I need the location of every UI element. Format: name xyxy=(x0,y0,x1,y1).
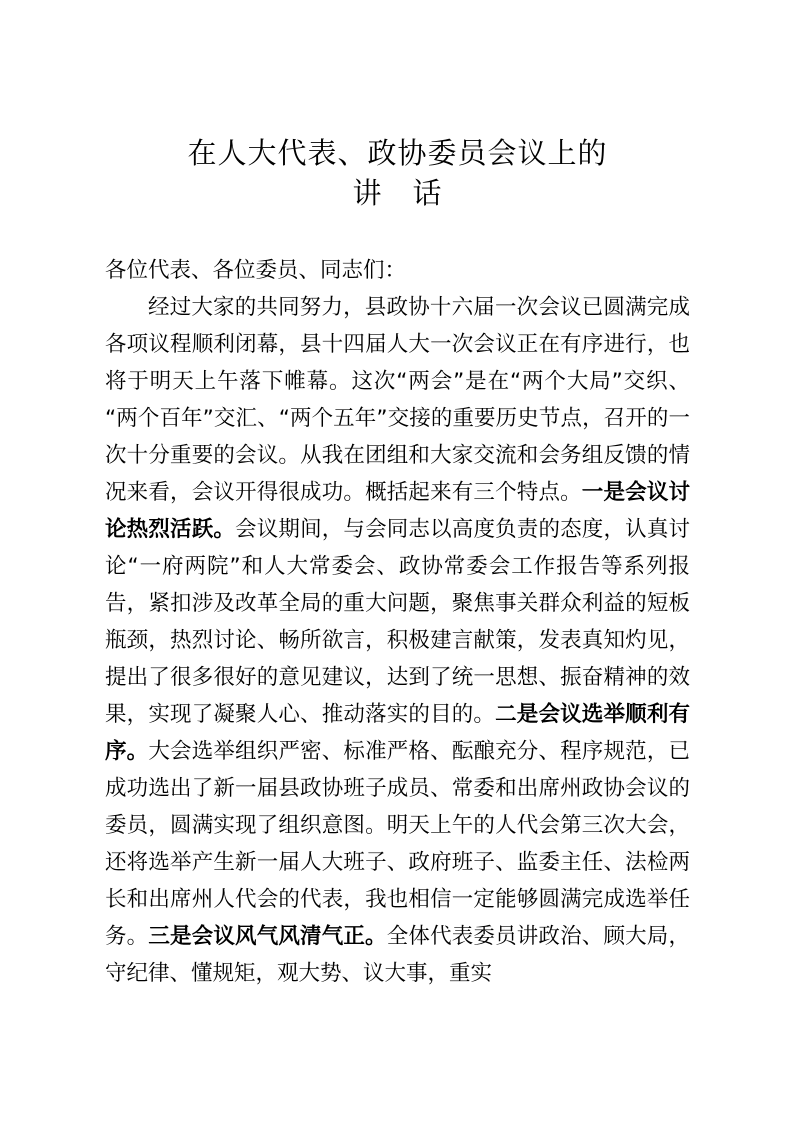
document-body xyxy=(105,252,690,992)
text-run: 会议期间，与会同志以高度负责的态度，认真讨论“一府两院”和人大常委会、政协常委会工作报告等系列报告，紧扣涉及改革全局的重大问题，聚焦事关群众利益的短板瓶颈，热烈讨论、畅所欲言，积极建言献策，发表真知灼见，提出了很多很好的意见建议，达到了统一思想、振奋精神的效果，实现了凝聚人心、推动落实的目的。 xyxy=(105,517,690,727)
document-content xyxy=(105,133,690,992)
text-run-bold: 二是会议选举顺利有序。 xyxy=(105,702,690,764)
text-run-bold: 一是会议讨论热烈活跃。 xyxy=(105,480,690,542)
text-run-bold: 三是会议风气风清气正。 xyxy=(148,924,387,949)
body-paragraph xyxy=(105,289,690,992)
document-title xyxy=(105,133,690,213)
salutation-line: 各位代表、各位委员、同志们： xyxy=(105,258,407,283)
text-run: 大会选举组织严密、标准严格、酝酿充分、程序规范，已成功选出了新一届县政协班子成员、常委和出席州政协会议的委员，圆满实现了组织意图。明天上午的人代会第三次大会，还将选举产生新一届人大班子、政府班子、监委主任、法检两长和出席州人代会的代表，我也相信一定能够圆满完成选举任务。 xyxy=(105,739,690,949)
document-title-line2: 讲 话 xyxy=(352,176,443,210)
text-run: 经过大家的共同努力，县政协十六届一次会议已圆满完成各项议程顺利闭幕，县十四届人大一次会议正在有序进行，也将于明天上午落下帷幕。这次“两会”是在“两个大局”交织、“两个百年”交汇、“两个五年”交接的重要历史节点，召开的一次十分重要的会议。从我在团组和大家交流和会务组反馈的情况来看，会议开得很成功。概括起来有三个特点。 xyxy=(105,295,690,505)
document-title-line1: 在人大代表、政协委员会议上的 xyxy=(187,136,608,170)
text-run: 全体代表委员讲政治、顾大局，守纪律、懂规矩，观大势、议大事，重实 xyxy=(105,924,690,986)
